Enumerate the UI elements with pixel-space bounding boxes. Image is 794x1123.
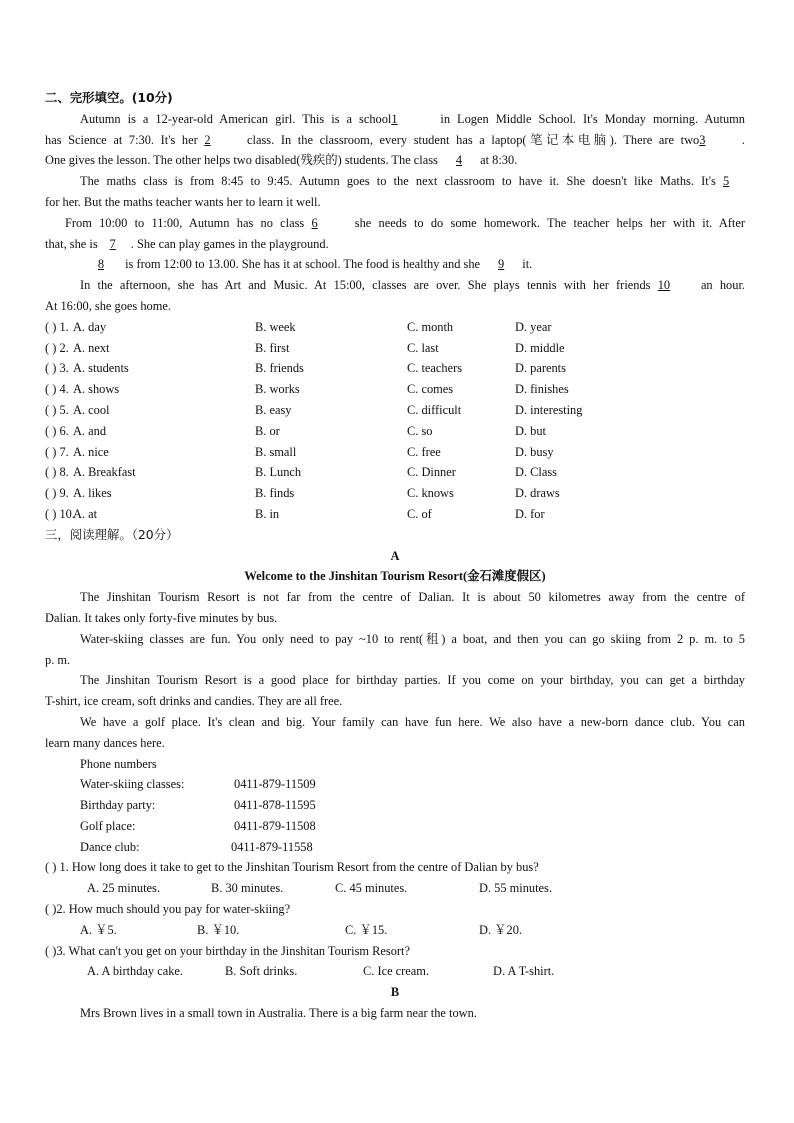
reading-question-1: ( ) 1. How long does it take to get to the Jinshitan Tourism Resort from the centre of Dalian by bus? [45, 860, 539, 875]
option-d[interactable]: D. year [515, 319, 552, 334]
reading-question-1-options [45, 878, 745, 899]
cloze-paragraph-line: Autumn is a 12-year-old American girl. This is a school1 in Logen Middle School. It's Monday morning. Autumn [45, 109, 745, 130]
option-d[interactable]: D. interesting [515, 402, 583, 417]
phone-number: 0411-879-11508 [234, 818, 316, 833]
blank-2[interactable]: 2 [204, 132, 211, 147]
question-number: ( ) 2. [45, 340, 69, 355]
question-number: ( ) 3. [45, 361, 69, 376]
question-number: ( ) 10. [45, 506, 75, 521]
option-c[interactable]: C. difficult [407, 402, 462, 417]
cloze-paragraph-line: One gives the lesson. The other helps two disabled(残疾的) students. The class 4 at 8:30. [45, 150, 745, 171]
option-b[interactable]: B. Lunch [255, 465, 302, 480]
blank-10[interactable]: 10 [657, 278, 671, 293]
cloze-section-title: 二、完形填空。(10分) [45, 90, 173, 105]
passage-a-heading: Welcome to the Jinshitan Tourism Resort(金石滩度假区) [244, 569, 546, 584]
option-a[interactable]: A. nice [73, 444, 109, 459]
phone-number: 0411-878-11595 [234, 798, 316, 813]
phone-row [45, 816, 745, 837]
passage-line: Mrs Brown lives in a small town in Australia. There is a big farm near the town. [80, 1006, 477, 1021]
option-a[interactable]: A. Breakfast [73, 465, 136, 480]
option-a[interactable]: A. ￥5. [80, 922, 117, 937]
option-c[interactable]: C. of [407, 506, 432, 521]
phone-label: Water-skiing classes: [80, 777, 185, 792]
option-d[interactable]: D. ￥20. [479, 922, 523, 937]
question-number: ( ) 9. [45, 486, 69, 501]
option-b[interactable]: B. Soft drinks. [225, 964, 298, 979]
phone-row [45, 774, 745, 795]
blank-8[interactable]: 8 [97, 257, 105, 272]
option-d[interactable]: D. Class [515, 465, 557, 480]
option-b[interactable]: B. first [255, 340, 290, 355]
option-b[interactable]: B. friends [255, 361, 304, 376]
worksheet-page [45, 88, 745, 1024]
option-c[interactable]: C. 45 minutes. [335, 881, 408, 896]
option-c[interactable]: C. Dinner [407, 465, 456, 480]
option-a[interactable]: A. cool [73, 402, 110, 417]
option-b[interactable]: B. small [255, 444, 297, 459]
cloze-paragraph-line: that, she is 7 . She can play games in the playground. [45, 234, 745, 255]
passage-line: T-shirt, ice cream, soft drinks and candies. They are all free. [45, 694, 343, 709]
cloze-paragraph-line: 8 is from 12:00 to 13.00. She has it at school. The food is healthy and she 9 it. [45, 254, 745, 275]
option-c[interactable]: C. teachers [407, 361, 463, 376]
passage-line: Water-skiing classes are fun. You only need to pay ~10 to rent(租) a boat, and then you can go skiing from 2 p. m. to 5 [80, 631, 745, 646]
passage-line: p. m. [45, 652, 71, 667]
cloze-question [45, 421, 745, 442]
question-number: ( ) 4. [45, 382, 69, 397]
phone-row [45, 795, 745, 816]
option-a[interactable]: A. next [73, 340, 110, 355]
option-a[interactable]: A. shows [73, 382, 120, 397]
option-b[interactable]: B. ￥10. [197, 922, 240, 937]
option-b[interactable]: B. easy [255, 402, 292, 417]
option-d[interactable]: D. parents [515, 361, 566, 376]
question-number: ( ) 8. [45, 465, 69, 480]
option-b[interactable]: B. or [255, 423, 280, 438]
blank-1[interactable]: 1 [391, 111, 398, 126]
phone-number: 0411-879-11509 [234, 777, 316, 792]
blank-4[interactable]: 4 [455, 153, 463, 168]
blank-5[interactable]: 5 [722, 174, 730, 189]
cloze-paragraph-line: From 10:00 to 11:00, Autumn has no class 6 she needs to do some homework. The teacher helps her with it. After [45, 213, 745, 234]
reading-section-title: 三，阅读理解。（20分） [45, 526, 179, 542]
option-c[interactable]: C. ￥15. [345, 922, 388, 937]
cloze-question [45, 358, 745, 379]
question-number: ( ) 6. [45, 423, 69, 438]
cloze-question [45, 400, 745, 421]
phone-row [45, 837, 745, 858]
cloze-question [45, 379, 745, 400]
option-d[interactable]: D. draws [515, 486, 560, 501]
question-number: ( ) 1. [45, 319, 69, 334]
option-d[interactable]: D. finishes [515, 382, 569, 397]
option-d[interactable]: D. but [515, 423, 546, 438]
blank-6[interactable]: 6 [311, 215, 318, 230]
cloze-paragraph-line: for her. But the maths teacher wants her to learn it well. [45, 194, 321, 209]
question-number: ( ) 5. [45, 402, 69, 417]
option-d[interactable]: D. middle [515, 340, 565, 355]
passage-line: The Jinshitan Tourism Resort is not far from the centre of Dalian. It is about 50 kilometres away from the centre of [80, 590, 745, 605]
question-number: ( ) 7. [45, 444, 69, 459]
option-b[interactable]: B. 30 minutes. [211, 881, 284, 896]
passage-line: We have a golf place. It's clean and big. Your family can have fun here. We also have a new-born dance club. You can [80, 714, 745, 729]
option-d[interactable]: D. busy [515, 444, 554, 459]
option-a[interactable]: A. at [73, 506, 98, 521]
cloze-question [45, 338, 745, 359]
option-c[interactable]: C. comes [407, 382, 454, 397]
blank-9[interactable]: 9 [498, 257, 505, 272]
option-c[interactable]: C. free [407, 444, 441, 459]
cloze-question-list [45, 317, 745, 525]
option-c[interactable]: C. last [407, 340, 439, 355]
option-d[interactable]: D. 55 minutes. [479, 881, 552, 896]
passage-line: Dalian. It takes only forty-five minutes by bus. [45, 610, 278, 625]
passage-line: The Jinshitan Tourism Resort is a good place for birthday parties. If you come on your birthday, you can get a birthday [80, 673, 745, 688]
option-c[interactable]: C. knows [407, 486, 454, 501]
option-c[interactable]: C. Ice cream. [363, 964, 430, 979]
cloze-paragraph-line: has Science at 7:30. It's her 2 class. In the classroom, every student has a laptop(笔记本电脑). There are two3 . [45, 130, 745, 151]
option-b[interactable]: B. works [255, 382, 300, 397]
cloze-paragraph-line: In the afternoon, she has Art and Music. At 15:00, classes are over. She plays tennis with her friends 10 an hour. [45, 275, 745, 296]
passage-line: learn many dances here. [45, 735, 165, 750]
option-a[interactable]: A. A birthday cake. [87, 964, 184, 979]
cloze-paragraph-line: At 16:00, she goes home. [45, 298, 171, 313]
cloze-question [45, 504, 745, 525]
reading-question-2-options [45, 920, 745, 941]
phone-label: Golf place: [80, 818, 136, 833]
phone-label: Birthday party: [80, 798, 156, 813]
phone-label: Dance club: [80, 839, 140, 854]
phone-number: 0411-879-11558 [231, 839, 313, 854]
option-c[interactable]: C. so [407, 423, 433, 438]
reading-question-3-options [45, 961, 745, 982]
option-a[interactable]: A. and [73, 423, 107, 438]
option-b[interactable]: B. week [255, 319, 296, 334]
option-b[interactable]: B. finds [255, 486, 295, 501]
blank-7[interactable]: 7 [109, 236, 116, 251]
option-c[interactable]: C. month [407, 319, 454, 334]
option-d[interactable]: D. for [515, 506, 545, 521]
reading-question-3: ( )3. What can't you get on your birthday in the Jinshitan Tourism Resort? [45, 943, 410, 958]
option-a[interactable]: A. day [73, 319, 107, 334]
cloze-paragraph-line: The maths class is from 8:45 to 9:45. Autumn goes to the next classroom to have it. She doesn't like Maths. It's 5 [45, 171, 745, 192]
cloze-question [45, 462, 745, 483]
phone-number-list [45, 774, 745, 857]
phone-numbers-title: Phone numbers [80, 756, 157, 771]
cloze-question [45, 442, 745, 463]
reading-question-2: ( )2. How much should you pay for water-skiing? [45, 902, 291, 917]
part-b-label: B [390, 985, 400, 1000]
option-a[interactable]: A. students [73, 361, 129, 376]
option-a[interactable]: A. likes [73, 486, 112, 501]
blank-3[interactable]: 3 [699, 132, 706, 147]
cloze-question [45, 317, 745, 338]
option-b[interactable]: B. in [255, 506, 280, 521]
part-a-label: A [390, 548, 400, 563]
option-d[interactable]: D. A T-shirt. [493, 964, 555, 979]
option-a[interactable]: A. 25 minutes. [87, 881, 160, 896]
cloze-question [45, 483, 745, 504]
